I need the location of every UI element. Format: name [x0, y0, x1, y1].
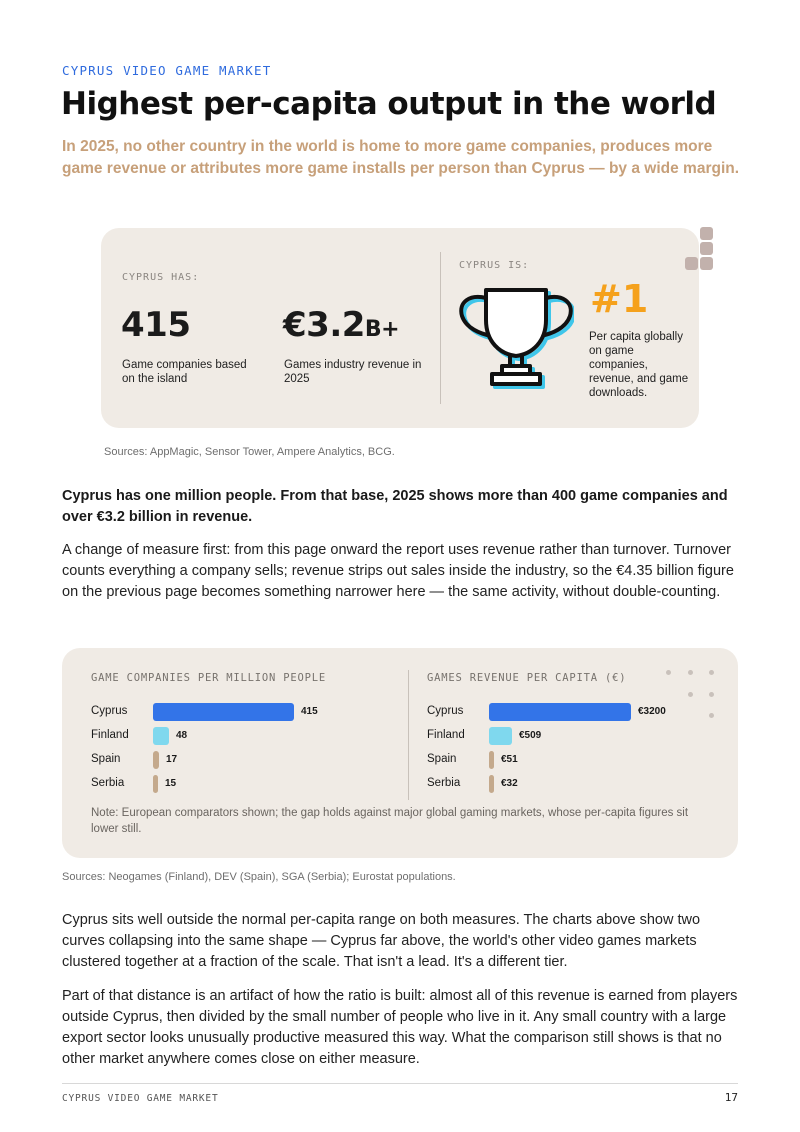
rank-desc: Per capita globally on game companies, revenue, and game downloads. — [589, 331, 689, 399]
revenue-stat-suffix: B+ — [364, 317, 400, 342]
rank-value: #1 — [590, 277, 649, 321]
section-kicker: CYPRUS VIDEO GAME MARKET — [62, 63, 272, 78]
decorative-square — [685, 257, 698, 270]
bar-value-label: €51 — [501, 754, 518, 765]
bar — [153, 751, 159, 769]
trophy-icon — [458, 284, 574, 390]
chart-note: Note: European comparators shown; the gap holds against major global gaming markets, whose per-capita figures sit lower still. — [91, 807, 689, 835]
bar-category-label: Cyprus — [427, 705, 464, 717]
decorative-square — [700, 257, 713, 270]
page-title: Highest per-capita output in the world — [61, 86, 717, 122]
bar-category-label: Spain — [91, 753, 121, 765]
bar-category-label: Spain — [427, 753, 457, 765]
chart-title: GAME COMPANIES PER MILLION PEOPLE — [91, 672, 327, 684]
bar-value-label: €32 — [501, 778, 518, 789]
decorative-square — [700, 227, 713, 240]
bar-value-label: 415 — [301, 706, 318, 717]
bar-value-label: €3200 — [638, 706, 666, 717]
decorative-dot — [688, 670, 693, 675]
page-number: 17 — [724, 1091, 738, 1104]
bar — [153, 727, 169, 745]
cyprus-is-label: CYPRUS IS: — [459, 260, 530, 271]
footer-title: CYPRUS VIDEO GAME MARKET — [62, 1093, 219, 1104]
decorative-dot — [709, 692, 714, 697]
companies-stat-value: 415 — [121, 305, 191, 345]
bar — [489, 775, 494, 793]
chart-divider — [408, 670, 409, 800]
bar — [489, 751, 494, 769]
cyprus-has-label: CYPRUS HAS: — [122, 272, 200, 283]
bar-category-label: Finland — [427, 729, 465, 741]
bar-value-label: 48 — [176, 730, 188, 741]
sources-note-2: Sources: Neogames (Finland), DEV (Spain), SGA (Serbia); Eurostat populations. — [62, 871, 456, 883]
sources-note-1: Sources: AppMagic, Sensor Tower, Ampere Analytics, BCG. — [104, 446, 395, 458]
bar — [489, 703, 631, 721]
revenue-stat-desc: Games industry revenue in 2025 — [284, 359, 422, 385]
bar-value-label: 15 — [165, 778, 177, 789]
bar-value-label: €509 — [519, 730, 542, 741]
decorative-dot — [688, 692, 693, 697]
body-paragraph: Part of that distance is an artifact of how the ratio is built: almost all of this revenue is earned from players outside Cyprus, then divided by the small number of people who live in it. Any small country with a large export sector looks unusually productive measured this way. What the comparison still shows is that no other market anywhere comes close on either measure. — [62, 988, 738, 1067]
footer-rule — [62, 1083, 738, 1084]
chart-title: GAMES REVENUE PER CAPITA (€) — [427, 672, 627, 684]
bar-category-label: Serbia — [427, 777, 461, 789]
bar — [489, 727, 512, 745]
revenue-stat-value — [283, 305, 399, 345]
companies-stat-desc: Game companies based on the island — [122, 359, 247, 385]
stats-divider — [440, 252, 441, 404]
body-paragraph-bold: Cyprus has one million people. From that base, 2025 shows more than 400 game companies and over €3.2 billion in revenue. — [62, 488, 728, 525]
body-paragraph: Cyprus sits well outside the normal per-capita range on both measures. The charts above show two curves collapsing into the same shape — Cyprus far above, the world's other video games markets clustered together at a fraction of the scale. That isn't a lead. It's a different tier. — [62, 912, 701, 970]
bar — [153, 703, 294, 721]
bar-category-label: Cyprus — [91, 705, 128, 717]
bar-category-label: Serbia — [91, 777, 125, 789]
bar-value-label: 17 — [166, 754, 178, 765]
decorative-square — [700, 242, 713, 255]
decorative-dot — [666, 670, 671, 675]
lede-paragraph: In 2025, no other country in the world is home to more game companies, produces more game revenue or attributes more game installs per person than Cyprus — by a wide margin. — [62, 138, 740, 177]
body-paragraph: A change of measure first: from this page onward the report uses revenue rather than turnover. Turnover counts everything a company sells; revenue strips out sales inside the industry, so the €4.35 billion figure on the previous page becomes something narrower here — the same activity, without double-counting. — [62, 542, 734, 600]
revenue-stat-number: €3.2 — [283, 305, 365, 345]
decorative-dot — [709, 670, 714, 675]
bar — [153, 775, 158, 793]
bar-category-label: Finland — [91, 729, 129, 741]
decorative-dot — [709, 713, 714, 718]
